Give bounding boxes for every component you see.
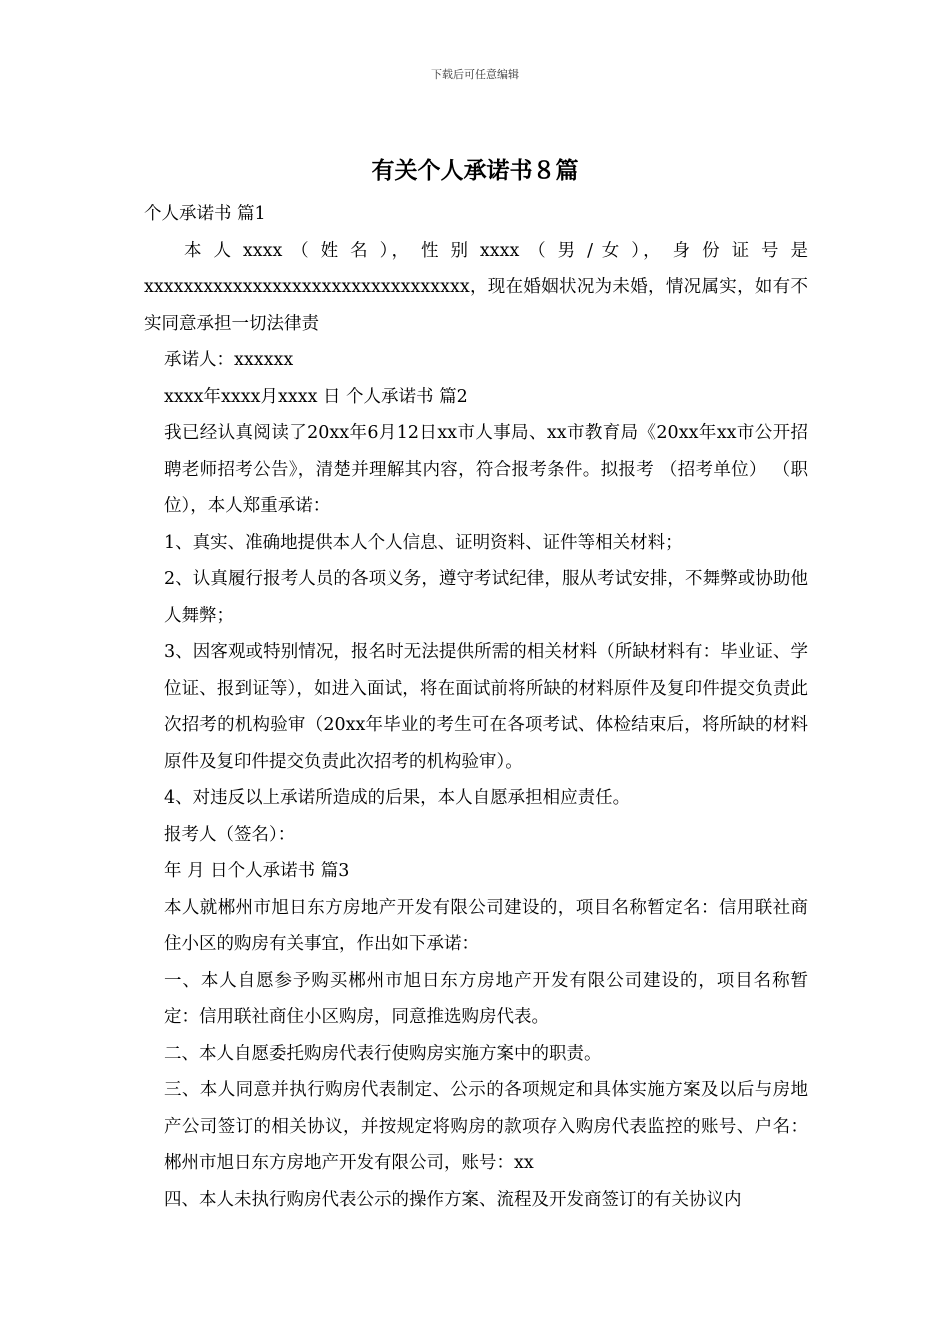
paragraph: 四、本人未执行购房代表公示的操作方案、流程及开发商签订的有关协议内 <box>164 1189 742 1210</box>
paragraph: 个人承诺书 篇1 <box>144 204 266 224</box>
paragraph: 我已经认真阅读了20xx年6月12日xx市人事局、xx市教育局《20xx年xx市公开招聘老师招考公告》，清楚并理解其内容，符合报考条件。拟报考 （招考单位） （职位），本人郑重承诺： <box>164 423 808 516</box>
paragraph: 4、对违反以上承诺所造成的后果，本人自愿承担相应责任。 <box>164 788 631 808</box>
paragraph: 本 人 xxxx （ 姓 名 ）， 性 别 xxxx （ 男 / 女 ）， 身 份 证 号 是 <box>184 240 808 261</box>
paragraph: 2、认真履行报考人员的各项义务，遵守考试纪律，服从考试安排，不舞弊或协助他人舞弊； <box>164 569 808 626</box>
paragraph: 二、本人自愿委托购房代表行使购房实施方案中的职责。 <box>164 1043 602 1064</box>
paragraph: xxxx年xxxx月xxxx 日 个人承诺书 篇2 <box>164 386 468 407</box>
document-title: 有关个人承诺书８篇 <box>371 158 579 184</box>
page-header-note: 下载后可任意编辑 <box>431 68 519 81</box>
document-body <box>144 196 808 1218</box>
paragraph: 报考人（签名）： <box>164 824 296 845</box>
paragraph: 1、真实、准确地提供本人个人信息、证明资料、证件等相关材料； <box>164 532 683 553</box>
paragraph: 年 月 日个人承诺书 篇3 <box>164 861 350 881</box>
paragraph: xxxxxxxxxxxxxxxxxxxxxxxxxxxxxxxxx，现在婚姻状况为未婚，情况属实，如有不实同意承担一切法律责 <box>144 277 808 334</box>
paragraph: 承诺人：xxxxxx <box>164 350 294 370</box>
paragraph: 3、因客观或特别情况，报名时无法提供所需的相关材料（所缺材料有：毕业证、学位证、报到证等），如进入面试，将在面试前将所缺的材料原件及复印件提交负责此次招考的机构验审（20xx年毕业的考生可在各项考试、体检结束后，将所缺的材料原件及复印件提交负责此次招考的机构验审）。 <box>164 642 808 772</box>
paragraph: 一、本人自愿参予购买郴州市旭日东方房地产开发有限公司建设的，项目名称暂定：信用联社商住小区购房，同意推选购房代表。 <box>164 970 808 1027</box>
paragraph: 本人就郴州市旭日东方房地产开发有限公司建设的，项目名称暂定名：信用联社商住小区的购房有关事宜，作出如下承诺： <box>164 897 808 954</box>
paragraph: 三、本人同意并执行购房代表制定、公示的各项规定和具体实施方案及以后与房地产公司签订的相关协议，并按规定将购房的款项存入购房代表监控的账号、户名：郴州市旭日东方房地产开发有限公司，账号：xx <box>164 1080 808 1173</box>
